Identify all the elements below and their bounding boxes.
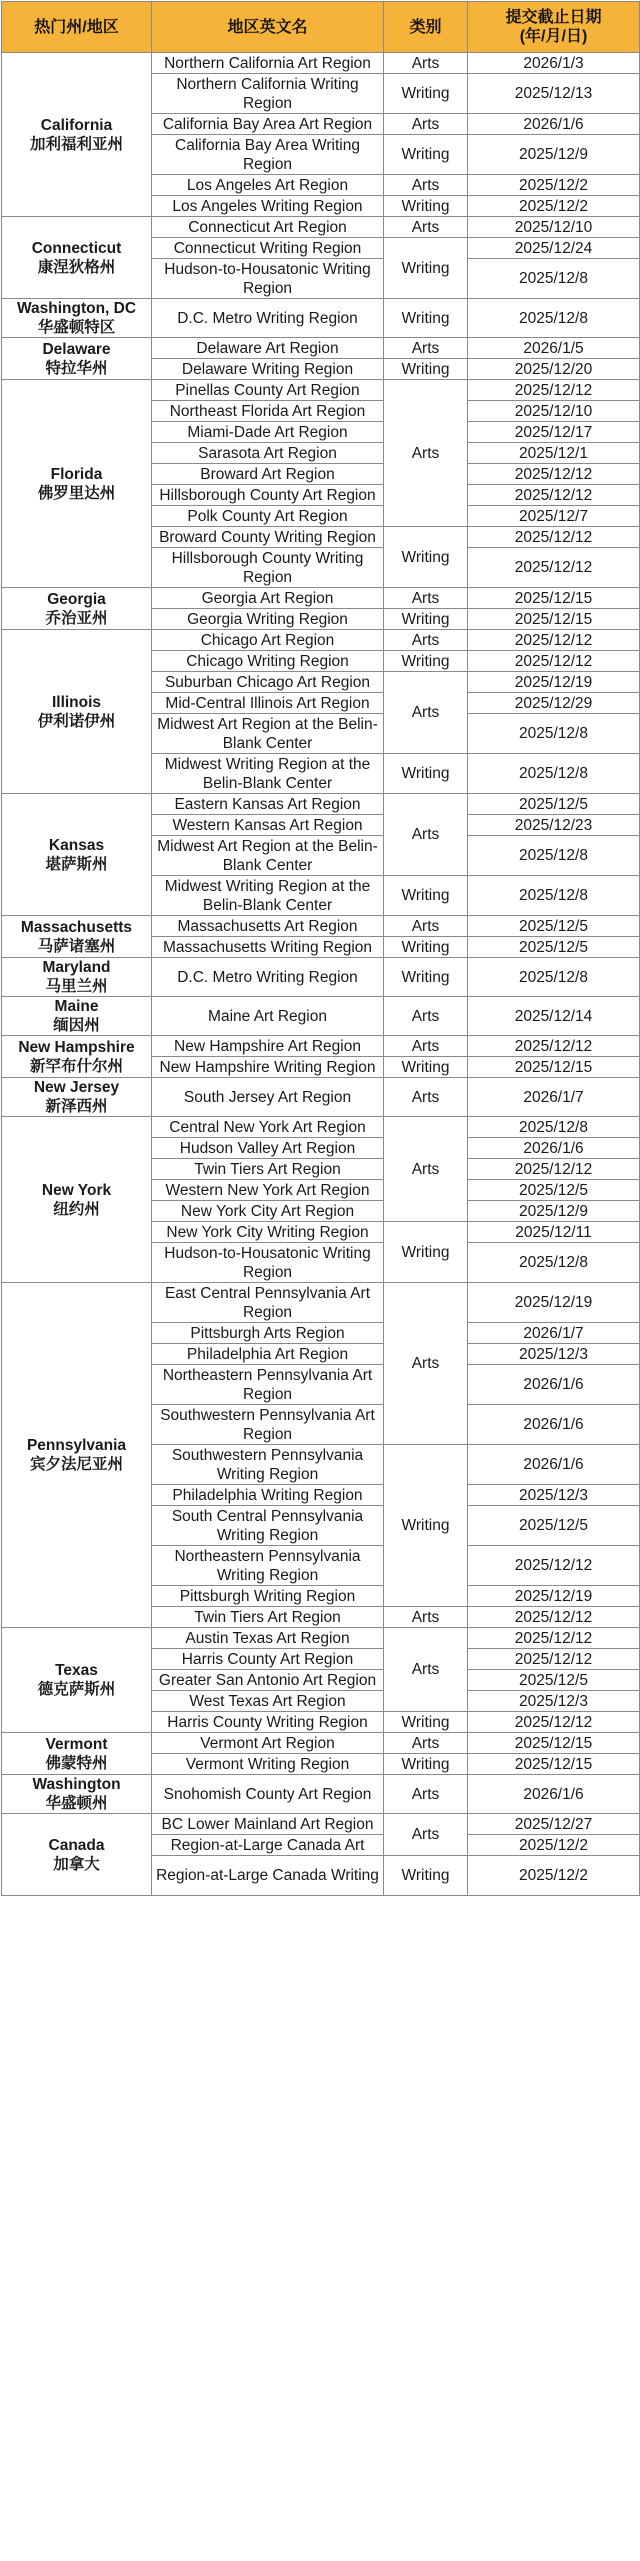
region-cell: New York City Writing Region [152, 1222, 384, 1243]
region-cell: New Hampshire Writing Region [152, 1057, 384, 1078]
state-name-en: New Hampshire [18, 1038, 135, 1056]
category-cell: Writing [384, 1445, 468, 1607]
category-cell: Arts [384, 1607, 468, 1628]
state-cell [2, 630, 152, 794]
region-cell: Pittsburgh Arts Region [152, 1323, 384, 1344]
deadline-cell: 2025/12/5 [468, 1670, 640, 1691]
region-cell: Eastern Kansas Art Region [152, 794, 384, 815]
deadline-cell: 2025/12/8 [468, 876, 640, 916]
region-cell: Harris County Art Region [152, 1649, 384, 1670]
region-cell: Northeast Florida Art Region [152, 401, 384, 422]
category-cell: Arts [384, 1117, 468, 1222]
deadline-cell: 2025/12/15 [468, 1733, 640, 1754]
state-name-en: Canada [48, 1836, 105, 1854]
table-header-row [2, 2, 640, 53]
region-cell: Twin Tiers Art Region [152, 1607, 384, 1628]
deadline-cell: 2025/12/2 [468, 1835, 640, 1856]
region-cell: Midwest Art Region at the Belin-Blank Center [152, 714, 384, 754]
category-cell: Arts [384, 380, 468, 527]
deadline-cell: 2025/12/7 [468, 506, 640, 527]
deadline-cell: 2025/12/13 [468, 74, 640, 114]
category-cell: Writing [384, 876, 468, 916]
deadline-cell: 2025/12/3 [468, 1485, 640, 1506]
deadline-cell: 2026/1/7 [468, 1078, 640, 1117]
category-cell: Arts [384, 1733, 468, 1754]
state-name-cn: 华盛顿州 [45, 1795, 108, 1812]
region-cell: California Bay Area Writing Region [152, 135, 384, 175]
category-cell: Arts [384, 1283, 468, 1445]
deadline-cell: 2025/12/12 [468, 1159, 640, 1180]
region-cell: Los Angeles Art Region [152, 175, 384, 196]
category-cell: Arts [384, 794, 468, 876]
category-cell: Writing [384, 196, 468, 217]
deadline-cell: 2025/12/5 [468, 1180, 640, 1201]
state-name-en: Maryland [42, 959, 111, 976]
category-cell: Writing [384, 74, 468, 114]
header-deadline-format: (年/月/日) [519, 28, 588, 45]
region-cell: Connecticut Art Region [152, 217, 384, 238]
deadline-table [1, 1, 640, 1896]
category-cell: Arts [384, 217, 468, 238]
header-deadline-title: 提交截止日期 [505, 9, 602, 26]
state-cell [2, 338, 152, 380]
category-cell: Arts [384, 338, 468, 359]
table-row [2, 53, 640, 74]
category-cell: Writing [384, 958, 468, 997]
deadline-cell: 2025/12/8 [468, 836, 640, 876]
state-name-cn: 缅因州 [53, 1017, 100, 1034]
table-row [2, 997, 640, 1036]
state-name-en: Georgia [47, 590, 106, 608]
state-name-cn: 新罕布什尔州 [29, 1057, 123, 1075]
category-cell: Writing [384, 1222, 468, 1283]
region-cell: Hillsborough County Writing Region [152, 548, 384, 588]
state-name-cn: 德克萨斯州 [37, 1681, 116, 1698]
table-row [2, 1733, 640, 1754]
state-name-en: Kansas [48, 836, 105, 854]
region-cell: California Bay Area Art Region [152, 114, 384, 135]
deadline-cell: 2025/12/5 [468, 1506, 640, 1546]
region-cell: Los Angeles Writing Region [152, 196, 384, 217]
region-cell: Western Kansas Art Region [152, 815, 384, 836]
table-body [2, 53, 640, 1896]
category-cell: Writing [384, 1057, 468, 1078]
region-cell: New York City Art Region [152, 1201, 384, 1222]
region-cell: Maine Art Region [152, 997, 384, 1036]
deadline-cell: 2025/12/12 [468, 464, 640, 485]
state-name-cn: 特拉华州 [45, 359, 108, 377]
deadline-cell: 2025/12/19 [468, 1586, 640, 1607]
deadline-cell: 2025/12/19 [468, 672, 640, 693]
deadline-cell: 2025/12/5 [468, 916, 640, 937]
state-cell [2, 958, 152, 997]
state-name-en: Maine [54, 998, 99, 1015]
deadline-cell: 2025/12/3 [468, 1344, 640, 1365]
region-cell: West Texas Art Region [152, 1691, 384, 1712]
state-cell [2, 1117, 152, 1283]
region-cell: Midwest Writing Region at the Belin-Blank Center [152, 876, 384, 916]
deadline-cell: 2025/12/12 [468, 1712, 640, 1733]
state-name-cn: 新泽西州 [45, 1098, 108, 1115]
state-name-en: California [40, 116, 113, 134]
state-name-cn: 康涅狄格州 [37, 258, 116, 276]
state-name-en: Texas [55, 1662, 98, 1679]
region-cell: Northeastern Pennsylvania Writing Region [152, 1546, 384, 1586]
region-cell: Western New York Art Region [152, 1180, 384, 1201]
region-cell: Region-at-Large Canada Writing [152, 1856, 384, 1896]
deadline-cell: 2026/1/6 [468, 1365, 640, 1405]
region-cell: Massachusetts Art Region [152, 916, 384, 937]
region-cell: Delaware Writing Region [152, 359, 384, 380]
region-cell: Vermont Art Region [152, 1733, 384, 1754]
category-cell: Arts [384, 997, 468, 1036]
region-cell: Broward County Writing Region [152, 527, 384, 548]
category-cell: Writing [384, 651, 468, 672]
region-cell: Pinellas County Art Region [152, 380, 384, 401]
table-row [2, 958, 640, 997]
state-name-cn: 乔治亚州 [45, 609, 108, 627]
deadline-cell: 2025/12/12 [468, 630, 640, 651]
category-cell: Writing [384, 754, 468, 794]
category-cell: Arts [384, 630, 468, 651]
deadline-cell: 2025/12/8 [468, 958, 640, 997]
category-cell: Writing [384, 1754, 468, 1775]
region-cell: Polk County Art Region [152, 506, 384, 527]
region-cell: Chicago Art Region [152, 630, 384, 651]
category-cell: Writing [384, 527, 468, 588]
deadline-cell: 2025/12/12 [468, 485, 640, 506]
table-row [2, 1814, 640, 1835]
state-cell [2, 1078, 152, 1117]
region-cell: Pittsburgh Writing Region [152, 1586, 384, 1607]
region-cell: Twin Tiers Art Region [152, 1159, 384, 1180]
table-row [2, 588, 640, 609]
region-cell: Delaware Art Region [152, 338, 384, 359]
category-cell: Arts [384, 672, 468, 754]
table-row [2, 916, 640, 937]
state-name-cn: 宾夕法尼亚州 [29, 1456, 123, 1473]
deadline-cell: 2025/12/2 [468, 1856, 640, 1896]
table-row [2, 1283, 640, 1323]
region-cell: Massachusetts Writing Region [152, 937, 384, 958]
deadline-cell: 2025/12/12 [468, 527, 640, 548]
region-cell: Northern California Art Region [152, 53, 384, 74]
table-row [2, 299, 640, 338]
category-cell: Writing [384, 937, 468, 958]
region-cell: Hudson-to-Housatonic Writing Region [152, 259, 384, 299]
deadline-cell: 2025/12/11 [468, 1222, 640, 1243]
deadline-cell: 2026/1/6 [468, 1445, 640, 1485]
region-cell: Chicago Writing Region [152, 651, 384, 672]
deadline-cell: 2025/12/12 [468, 651, 640, 672]
region-cell: Suburban Chicago Art Region [152, 672, 384, 693]
deadline-cell: 2026/1/6 [468, 1405, 640, 1445]
table-row [2, 217, 640, 238]
category-cell: Arts [384, 1078, 468, 1117]
state-cell [2, 794, 152, 916]
deadline-cell: 2025/12/20 [468, 359, 640, 380]
deadline-cell: 2025/12/2 [468, 196, 640, 217]
region-cell: Southwestern Pennsylvania Art Region [152, 1405, 384, 1445]
deadline-cell: 2025/12/2 [468, 175, 640, 196]
state-name-en: Florida [50, 465, 103, 483]
deadline-cell: 2025/12/29 [468, 693, 640, 714]
state-name-cn: 堪萨斯州 [45, 855, 108, 873]
category-cell: Arts [384, 175, 468, 196]
state-cell [2, 1283, 152, 1628]
region-cell: D.C. Metro Writing Region [152, 958, 384, 997]
category-cell: Writing [384, 299, 468, 338]
category-cell: Writing [384, 135, 468, 175]
region-cell: Georgia Art Region [152, 588, 384, 609]
state-cell [2, 588, 152, 630]
region-cell: Broward Art Region [152, 464, 384, 485]
deadline-cell: 2025/12/8 [468, 714, 640, 754]
state-cell [2, 997, 152, 1036]
deadline-cell: 2025/12/12 [468, 1628, 640, 1649]
region-cell: Greater San Antonio Art Region [152, 1670, 384, 1691]
state-name-en: Pennsylvania [26, 1437, 127, 1454]
category-cell: Arts [384, 916, 468, 937]
region-cell: Southwestern Pennsylvania Writing Region [152, 1445, 384, 1485]
deadline-cell: 2025/12/8 [468, 1117, 640, 1138]
region-cell: Georgia Writing Region [152, 609, 384, 630]
region-cell: Midwest Writing Region at the Belin-Blank Center [152, 754, 384, 794]
deadline-cell: 2025/12/14 [468, 997, 640, 1036]
region-cell: D.C. Metro Writing Region [152, 299, 384, 338]
table-row [2, 1628, 640, 1649]
region-cell: Austin Texas Art Region [152, 1628, 384, 1649]
state-name-en: New York [41, 1181, 112, 1199]
state-name-en: Massachusetts [20, 918, 133, 936]
deadline-cell: 2025/12/27 [468, 1814, 640, 1835]
region-cell: Hillsborough County Art Region [152, 485, 384, 506]
table-row [2, 1775, 640, 1814]
category-cell: Writing [384, 1712, 468, 1733]
deadline-cell: 2026/1/3 [468, 53, 640, 74]
state-cell [2, 53, 152, 217]
deadline-cell: 2025/12/12 [468, 380, 640, 401]
deadline-cell: 2025/12/15 [468, 1754, 640, 1775]
table-row [2, 1078, 640, 1117]
deadline-cell: 2025/12/9 [468, 1201, 640, 1222]
region-cell: Philadelphia Art Region [152, 1344, 384, 1365]
deadline-cell: 2025/12/9 [468, 135, 640, 175]
state-name-cn: 伊利诺伊州 [37, 712, 116, 730]
region-cell: South Central Pennsylvania Writing Region [152, 1506, 384, 1546]
deadline-cell: 2025/12/12 [468, 1036, 640, 1057]
region-cell: Hudson-to-Housatonic Writing Region [152, 1243, 384, 1283]
category-cell: Writing [384, 609, 468, 630]
region-cell: Hudson Valley Art Region [152, 1138, 384, 1159]
table-row [2, 380, 640, 401]
region-cell: Region-at-Large Canada Art [152, 1835, 384, 1856]
state-name-en: Connecticut [31, 239, 122, 257]
region-cell: Sarasota Art Region [152, 443, 384, 464]
state-name-en: Vermont [45, 1735, 108, 1753]
deadline-cell: 2026/1/6 [468, 1775, 640, 1814]
state-name-cn: 佛罗里达州 [37, 484, 116, 502]
deadline-cell: 2026/1/6 [468, 114, 640, 135]
deadline-cell: 2026/1/7 [468, 1323, 640, 1344]
state-name-cn: 纽约州 [53, 1200, 100, 1218]
region-cell: Midwest Art Region at the Belin-Blank Center [152, 836, 384, 876]
region-cell: Northern California Writing Region [152, 74, 384, 114]
state-name-cn: 加利福利亚州 [29, 135, 123, 153]
deadline-cell: 2025/12/12 [468, 548, 640, 588]
table-row [2, 794, 640, 815]
category-cell: Arts [384, 1775, 468, 1814]
region-cell: Harris County Writing Region [152, 1712, 384, 1733]
deadline-cell: 2025/12/24 [468, 238, 640, 259]
deadline-cell: 2025/12/10 [468, 217, 640, 238]
category-cell: Writing [384, 1856, 468, 1896]
table-row [2, 630, 640, 651]
deadline-cell: 2025/12/8 [468, 754, 640, 794]
state-cell [2, 1628, 152, 1733]
header-region: 地区英文名 [152, 2, 384, 53]
deadline-cell: 2025/12/15 [468, 1057, 640, 1078]
category-cell: Arts [384, 1036, 468, 1057]
region-cell: East Central Pennsylvania Art Region [152, 1283, 384, 1323]
deadline-cell: 2025/12/15 [468, 588, 640, 609]
region-cell: Miami-Dade Art Region [152, 422, 384, 443]
deadline-cell: 2025/12/1 [468, 443, 640, 464]
deadline-cell: 2025/12/5 [468, 794, 640, 815]
deadline-cell: 2025/12/12 [468, 1607, 640, 1628]
state-cell [2, 299, 152, 338]
region-cell: Central New York Art Region [152, 1117, 384, 1138]
region-cell: BC Lower Mainland Art Region [152, 1814, 384, 1835]
deadline-cell: 2026/1/6 [468, 1138, 640, 1159]
region-cell: New Hampshire Art Region [152, 1036, 384, 1057]
state-cell [2, 1814, 152, 1896]
header-state: 热门州/地区 [2, 2, 152, 53]
region-cell: Northeastern Pennsylvania Art Region [152, 1365, 384, 1405]
state-cell [2, 1733, 152, 1775]
category-cell: Arts [384, 1814, 468, 1856]
region-cell: Connecticut Writing Region [152, 238, 384, 259]
deadline-cell: 2025/12/19 [468, 1283, 640, 1323]
category-cell: Arts [384, 114, 468, 135]
deadline-cell: 2026/1/5 [468, 338, 640, 359]
deadline-cell: 2025/12/8 [468, 259, 640, 299]
state-cell [2, 916, 152, 958]
header-category: 类别 [384, 2, 468, 53]
deadline-cell: 2025/12/3 [468, 1691, 640, 1712]
category-cell: Arts [384, 1628, 468, 1712]
state-name-en: Washington, DC [16, 300, 137, 317]
state-name-en: Washington [32, 1776, 121, 1793]
state-name-cn: 佛蒙特州 [45, 1754, 108, 1772]
deadline-cell: 2025/12/12 [468, 1649, 640, 1670]
deadline-cell: 2025/12/15 [468, 609, 640, 630]
state-name-en: Delaware [42, 340, 111, 358]
deadline-cell: 2025/12/8 [468, 299, 640, 338]
region-cell: Snohomish County Art Region [152, 1775, 384, 1814]
table-row [2, 1036, 640, 1057]
state-cell [2, 1036, 152, 1078]
state-name-cn: 加拿大 [53, 1855, 100, 1873]
deadline-cell: 2025/12/5 [468, 937, 640, 958]
region-cell: Vermont Writing Region [152, 1754, 384, 1775]
state-name-en: Illinois [51, 693, 102, 711]
deadline-cell: 2025/12/10 [468, 401, 640, 422]
state-cell [2, 217, 152, 299]
region-cell: Philadelphia Writing Region [152, 1485, 384, 1506]
deadline-cell: 2025/12/17 [468, 422, 640, 443]
category-cell: Arts [384, 53, 468, 74]
state-name-cn: 华盛顿特区 [37, 319, 116, 336]
deadline-cell: 2025/12/23 [468, 815, 640, 836]
category-cell: Arts [384, 588, 468, 609]
category-cell: Writing [384, 238, 468, 299]
header-deadline [468, 2, 640, 53]
state-name-cn: 马里兰州 [45, 978, 108, 995]
deadline-cell: 2025/12/8 [468, 1243, 640, 1283]
state-cell [2, 1775, 152, 1814]
category-cell: Writing [384, 359, 468, 380]
deadline-cell: 2025/12/12 [468, 1546, 640, 1586]
region-cell: Mid-Central Illinois Art Region [152, 693, 384, 714]
region-cell: South Jersey Art Region [152, 1078, 384, 1117]
state-name-en: New Jersey [33, 1079, 120, 1096]
state-cell [2, 380, 152, 588]
table-row [2, 338, 640, 359]
table-row [2, 1117, 640, 1138]
state-name-cn: 马萨诸塞州 [37, 937, 116, 955]
